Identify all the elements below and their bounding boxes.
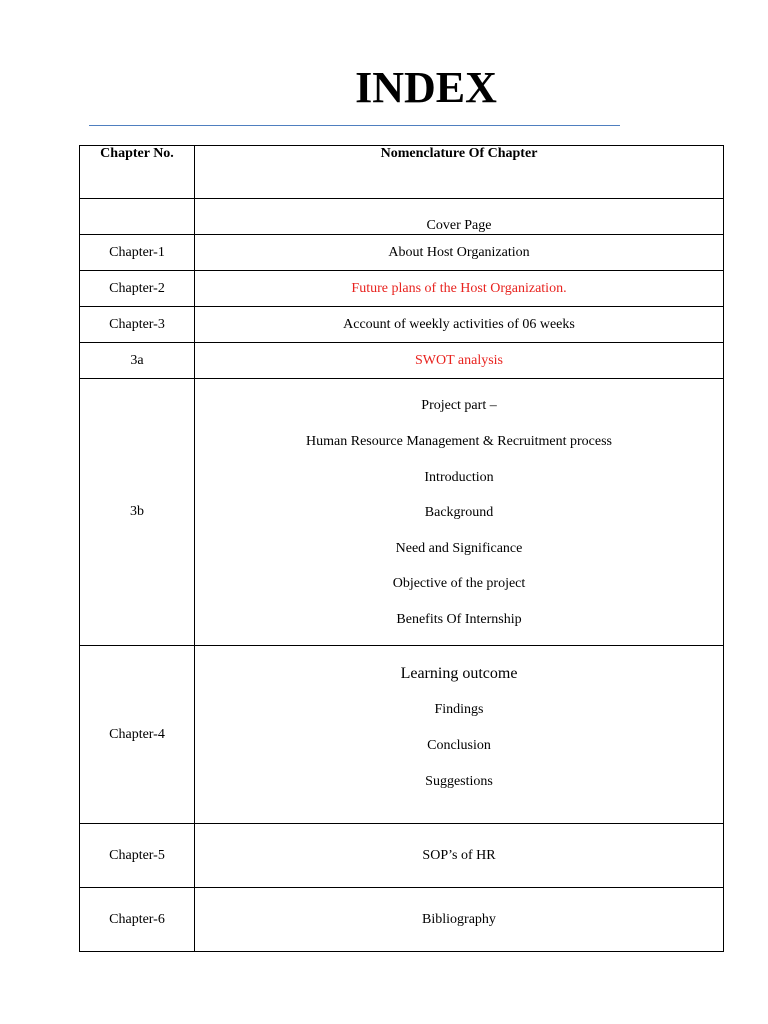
nomenclature-cell [195,646,724,824]
list-item: Conclusion [427,737,491,753]
header-chapter-no: Chapter No. [80,146,195,199]
nomenclature-cell [195,379,724,646]
table-row [80,235,724,271]
table-row [80,379,724,646]
list-item: Introduction [424,469,494,485]
chapter-cell: Chapter-4 [80,646,195,824]
nomenclature-cell: About Host Organization [195,235,724,271]
nomenclature-cell: SWOT analysis [195,343,724,379]
table-row [80,343,724,379]
nomenclature-cell: Cover Page [195,199,724,235]
chapter-cell: Chapter-3 [80,307,195,343]
chapter-cell: Chapter-2 [80,271,195,307]
list-item: Suggestions [425,773,493,789]
chapter-cell: Chapter-1 [80,235,195,271]
list-item: Objective of the project [392,576,526,592]
table-row [80,646,724,824]
nomenclature-cell: Account of weekly activities of 06 weeks [195,307,724,343]
table-header-row [80,146,724,199]
nomenclature-cell: SOP’s of HR [195,824,724,888]
title-underline [89,125,620,126]
table-row [80,271,724,307]
nomenclature-cell: Future plans of the Host Organization. [195,271,724,307]
list-item: Benefits Of Internship [396,611,522,627]
list-item: Learning outcome [400,664,518,682]
chapter-cell: Chapter-5 [80,824,195,888]
list-item: Background [424,505,494,521]
nomenclature-cell: Bibliography [195,888,724,952]
list-item: Need and Significance [395,540,523,556]
table-row [80,824,724,888]
chapter-cell: Chapter-6 [80,888,195,952]
table-row [80,307,724,343]
chapter-cell: 3a [80,343,195,379]
table-row [80,888,724,952]
index-table [79,145,724,952]
table-row [80,199,724,235]
chapter-cell [80,199,195,235]
list-item: Project part – [421,398,497,414]
chapter-cell: 3b [80,379,195,646]
list-item: Human Resource Management & Recruitment process [306,434,612,450]
header-nomenclature: Nomenclature Of Chapter [195,146,724,199]
page-title: INDEX [355,63,497,112]
list-item: Findings [434,701,484,717]
